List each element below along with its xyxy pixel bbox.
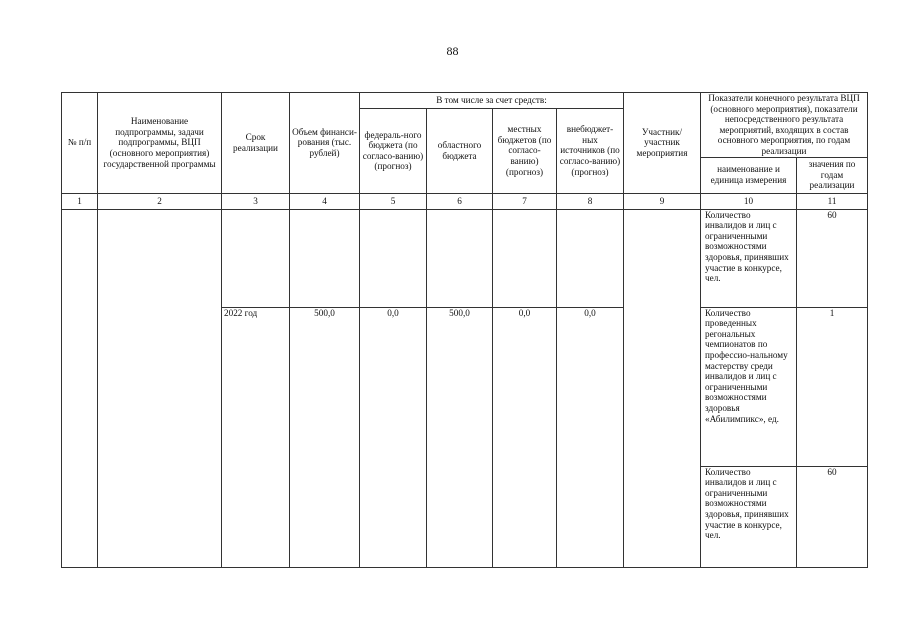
column-number: 11 (797, 193, 868, 209)
header-local: местных бюджетов (по согласо-ванию) (прогноз) (493, 109, 557, 194)
row-number-cell (62, 209, 98, 567)
header-federal: федераль-ного бюджета (по согласо-ванию) (прогноз) (360, 109, 427, 194)
header-indicator-name: наименование и единица измерения (701, 157, 797, 193)
column-number: 1 (62, 193, 98, 209)
column-number: 3 (222, 193, 290, 209)
empty-cell (360, 209, 427, 307)
empty-cell (222, 209, 290, 307)
indicator-name: Количество проведенных регональных чемпионатов по профессио-нальному мастерству среди инвалидов и лиц с ограниченными возможностями здоровья «Абилимпикс», ед. (701, 307, 797, 466)
period-cell: 2022 год (222, 307, 290, 567)
indicator-name: Количество инвалидов и лиц с ограниченными возможностями здоровья, принявших участие в конкурсе, чел. (701, 209, 797, 307)
indicator-value: 60 (797, 466, 868, 567)
header-participant: Участник/ участник мероприятия (624, 93, 701, 194)
header-program-name: Наименование подпрограммы, задачи подпрограммы, ВЦП (основного мероприятия) государственной программы (98, 93, 222, 194)
empty-cell (557, 209, 624, 307)
indicator-name: Количество инвалидов и лиц с ограниченными возможностями здоровья, принявших участие в конкурсе, чел. (701, 466, 797, 567)
header-total-funding: Объем финанси-рования (тыс. рублей) (290, 93, 360, 194)
program-name-cell (98, 209, 222, 567)
column-number: 10 (701, 193, 797, 209)
column-number: 2 (98, 193, 222, 209)
indicator-value: 1 (797, 307, 868, 466)
column-number: 5 (360, 193, 427, 209)
empty-cell (290, 209, 360, 307)
federal-cell: 0,0 (360, 307, 427, 567)
extrabudgetary-cell: 0,0 (557, 307, 624, 567)
program-table (61, 92, 868, 568)
header-period: Срок реализации (222, 93, 290, 194)
empty-cell (493, 209, 557, 307)
indicator-value: 60 (797, 209, 868, 307)
empty-cell (427, 209, 493, 307)
header-funding-group: В том числе за счет средств: (360, 93, 624, 109)
header-row-number: № п/п (62, 93, 98, 194)
column-number: 4 (290, 193, 360, 209)
participant-cell (624, 209, 701, 567)
local-cell: 0,0 (493, 307, 557, 567)
header-extrabudgetary: внебюджет-ных источников (по согласо-ванию) (прогноз) (557, 109, 624, 194)
header-indicator-value: значения по годам реализации (797, 157, 868, 193)
table-row (62, 209, 868, 307)
column-numbers-row (62, 193, 868, 209)
page-number: 88 (446, 44, 459, 58)
header-regional: областного бюджета (427, 109, 493, 194)
column-number: 8 (557, 193, 624, 209)
header-indicators-group: Показатели конечного результата ВЦП (основного мероприятия), показатели непосредственного результата мероприятий, входящих в состав основного мероприятия, по годам реализации (701, 93, 868, 158)
column-number: 7 (493, 193, 557, 209)
regional-cell: 500,0 (427, 307, 493, 567)
column-number: 6 (427, 193, 493, 209)
total-funding-cell: 500,0 (290, 307, 360, 567)
column-number: 9 (624, 193, 701, 209)
